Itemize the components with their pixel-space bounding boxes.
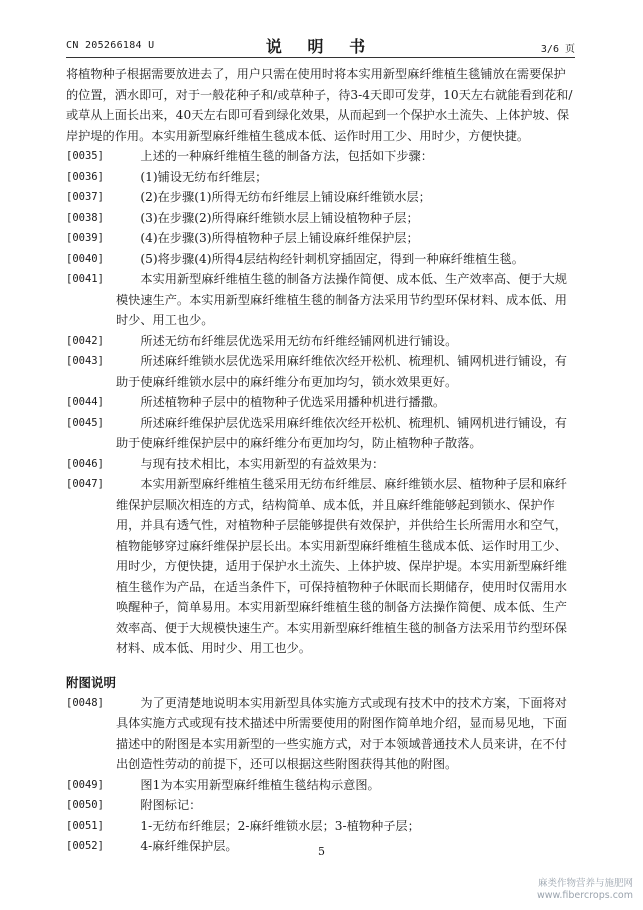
numbered-paragraph xyxy=(66,454,575,475)
paragraph-text: 图1为本实用新型麻纤维植生毯结构示意图。 xyxy=(140,777,380,792)
figure-paragraph-list xyxy=(66,693,575,857)
paragraph-number: [0046] xyxy=(66,457,104,470)
paragraph-number: [0043] xyxy=(66,355,104,367)
numbered-paragraph xyxy=(66,795,575,816)
paragraph-text: (4)在步骤(3)所得植物种子层上铺设麻纤维保护层； xyxy=(140,231,419,245)
paragraph-number: [0048] xyxy=(66,696,104,709)
paragraph-number: [0036] xyxy=(66,170,104,183)
numbered-paragraph xyxy=(66,228,575,249)
header-divider xyxy=(66,57,575,58)
paragraph-text: 所述麻纤维保护层优选采用麻纤维依次经开松机、梳理机、铺网机进行铺设，有助于使麻纤维保护层中的麻纤维分布更加均匀，防止植物种子散落。 xyxy=(116,415,567,450)
document-body xyxy=(66,64,575,857)
paragraph-number: [0051] xyxy=(66,819,104,832)
numbered-paragraph xyxy=(66,474,575,659)
numbered-paragraph xyxy=(66,146,575,167)
watermark-url: www.fibercrops.com xyxy=(536,890,633,901)
numbered-paragraph xyxy=(66,208,575,229)
paragraph-text: 附图标记： xyxy=(140,798,202,812)
paragraph-text: 为了更清楚地说明本实用新型具体实施方式或现有技术中的技术方案，下面将对具体实施方式或现有技术描述中所需要使用的附图作简单地介绍，显而易见地，下面描述中的附图是本实用新型的一些实施方式，对于本领域普通技术人员来讲，在不付出创造性劳动的前提下，还可以根据这些附图获得其他的附图。 xyxy=(116,695,567,771)
paragraph-text: (3)在步骤(2)所得麻纤维锁水层上铺设植物种子层； xyxy=(140,210,419,225)
numbered-paragraph xyxy=(66,249,575,270)
paragraph-list xyxy=(66,146,575,659)
paragraph-number: [0044] xyxy=(66,396,104,408)
paragraph-number: [0038] xyxy=(66,211,104,224)
paragraph-text: (5)将步骤(4)所得4层结构经针刺机穿插固定，得到一种麻纤维植生毯。 xyxy=(140,251,524,266)
paragraph-text: 所述无纺布纤维层优选采用无纺布纤维经铺网机进行铺设。 xyxy=(140,333,458,348)
intro-paragraph: 将植物种子根据需要放进去了，用户只需在使用时将本实用新型麻纤维植生毯铺放在需要保护的位置，洒水即可，对于一般花种子和/或草种子，待3-4天即可发芽，10天左右就能看到花和/或草从上面长出来，40天左右即可看到绿化效果，从而起到一个保护水土流失、上体护坡、保岸护堤的作用。本实用新型麻纤维植生毯成本低、运作时用工少、用时少，方便快捷。 xyxy=(66,67,573,143)
patent-number: CN 205266184 U xyxy=(66,40,155,51)
page-header xyxy=(66,28,575,58)
paragraph-number: [0045] xyxy=(66,416,104,429)
document-title: 说 明 书 xyxy=(265,37,376,56)
paragraph-text: 上述的一种麻纤维植生毯的制备方法，包括如下步骤： xyxy=(140,149,433,163)
paragraph-number: [0049] xyxy=(66,778,104,791)
paragraph-number: [0037] xyxy=(66,191,104,203)
paragraph-text: 本实用新型麻纤维植生毯的制备方法操作简便、成本低、生产效率高、便于大规模快速生产。本实用新型麻纤维植生毯的制备方法采用节约型环保材料、成本低、用时少、用工也少。 xyxy=(116,272,567,327)
paragraph-number: [0041] xyxy=(66,273,104,285)
numbered-paragraph xyxy=(66,413,575,454)
page-number: 5 xyxy=(318,845,325,858)
numbered-paragraph xyxy=(66,392,575,413)
watermark-name: 麻类作物营养与施肥网 xyxy=(537,878,633,889)
numbered-paragraph xyxy=(66,351,575,392)
page-indicator: 3/6 页 xyxy=(540,44,575,55)
paragraph-text: (1)铺设无纺布纤维层； xyxy=(140,169,268,184)
numbered-paragraph xyxy=(66,693,575,775)
numbered-paragraph xyxy=(66,187,575,208)
paragraph-number: [0042] xyxy=(66,334,104,347)
paragraph-number: [0040] xyxy=(66,252,104,265)
paragraph-text: 所述植物种子层中的植物种子优选采用播种机进行播撒。 xyxy=(140,395,446,409)
paragraph-number: [0052] xyxy=(66,840,104,852)
paragraph-text: 所述麻纤维锁水层优选采用麻纤维依次经开松机、梳理机、铺网机进行铺设，有助于使麻纤维锁水层中的麻纤维分布更加均匀，锁水效果更好。 xyxy=(116,354,567,389)
paragraph-number: [0047] xyxy=(66,478,104,490)
paragraph-text: (2)在步骤(1)所得无纺布纤维层上铺设麻纤维锁水层； xyxy=(140,190,431,204)
numbered-paragraph xyxy=(66,775,575,796)
numbered-paragraph xyxy=(66,167,575,188)
numbered-paragraph xyxy=(66,816,575,837)
section-title: 附图说明 xyxy=(66,674,117,690)
paragraph-number: [0039] xyxy=(66,232,104,244)
paragraph-number: [0035] xyxy=(66,150,104,162)
paragraph-text: 4-麻纤维保护层。 xyxy=(140,839,238,853)
paragraph-text: 与现有技术相比，本实用新型的有益效果为： xyxy=(140,456,385,471)
site-watermark xyxy=(537,878,633,902)
paragraph-number: [0050] xyxy=(66,799,104,811)
paragraph-text: 本实用新型麻纤维植生毯采用无纺布纤维层、麻纤维锁水层、植物种子层和麻纤维保护层顺次相连的方式，结构简单、成本低，并且麻纤维能够起到锁水、保护作用，并具有透气性，对植物种子层能够提供有效保护，并供给生长所需用水和空气，植物能够穿过麻纤维保护层长出。本实用新型麻纤维植生毯成本低、运作时用工少、用时少，方便快捷，适用于保护水土流失、上体护坡、保岸护堤。本实用新型麻纤维植生毯作为产品，在适当条件下，可保持植物种子休眠而长期储存，使用时仅需用水唤醒种子，简单易用。本实用新型麻纤维植生毯的制备方法操作简便、成本低、生产效率高、便于大规模快速生产。本实用新型麻纤维植生毯的制备方法采用节约型环保材料、成本低、用时少、用工也少。 xyxy=(116,477,567,655)
numbered-paragraph xyxy=(66,269,575,331)
numbered-paragraph xyxy=(66,331,575,352)
paragraph-text: 1-无纺布纤维层；2-麻纤维锁水层；3-植物种子层； xyxy=(140,818,420,833)
